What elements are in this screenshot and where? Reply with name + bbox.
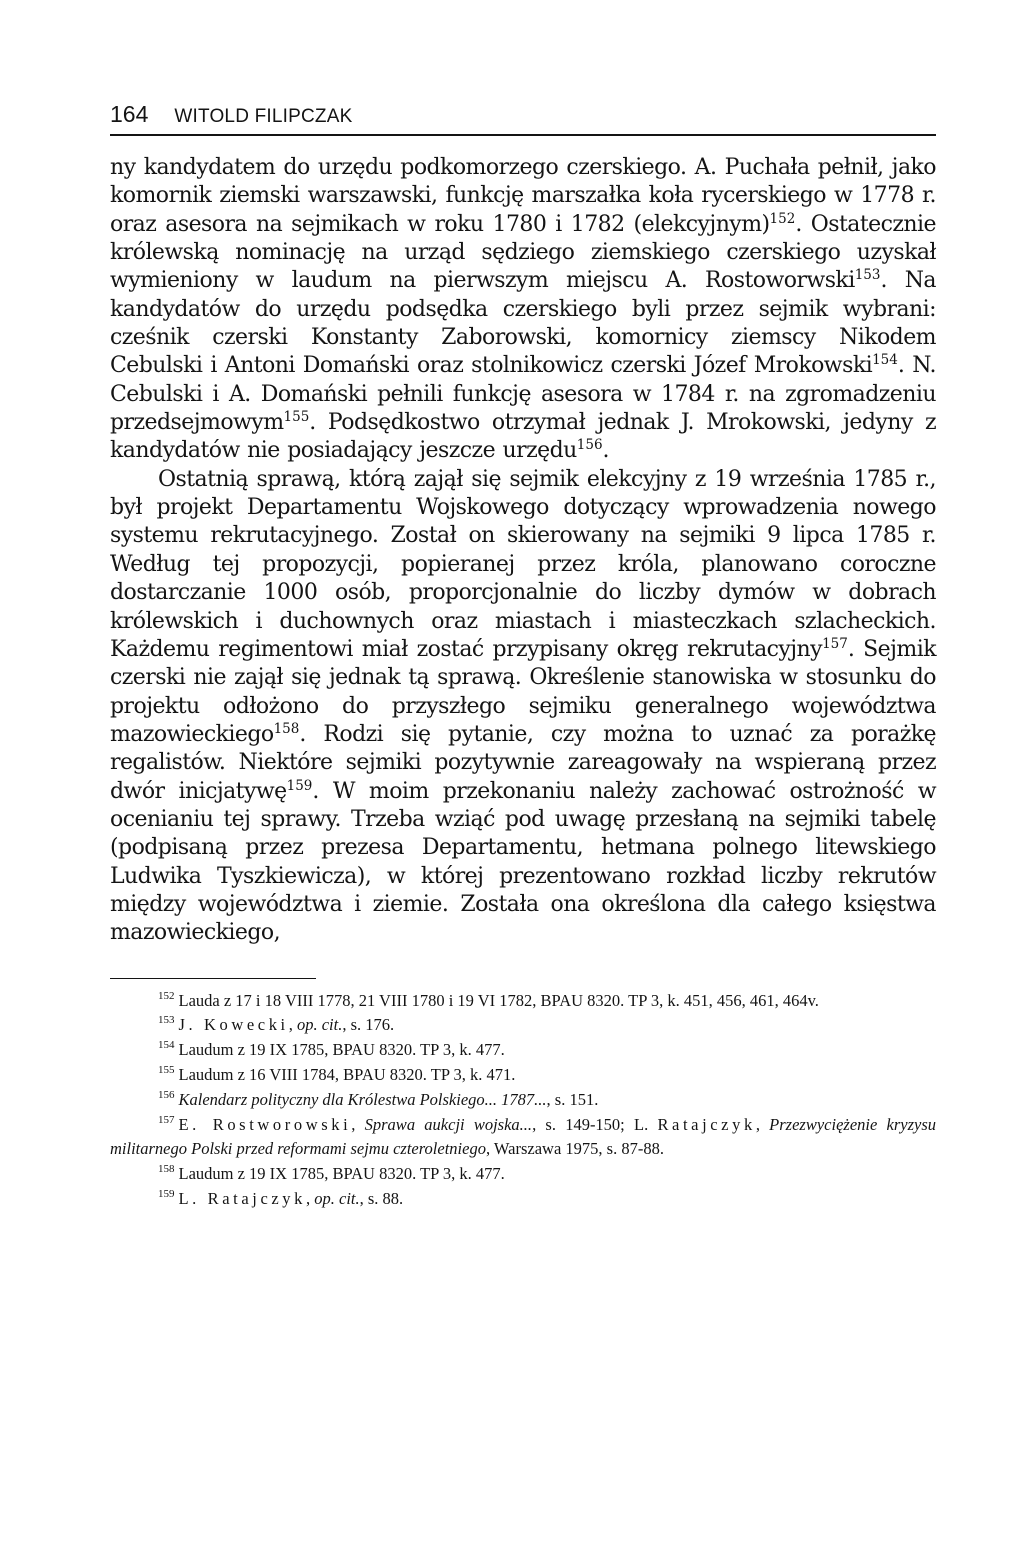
footnote-ref-153: 153 [854, 267, 881, 284]
text-run: . N. Cebulski i A. Domański pełnili funkcję asesora w 1784 r. na zgromadzeniu przedsejmowym [110, 353, 936, 436]
footnote-title: Kalendarz polityczny dla Królestwa Polskiego... 1787... [178, 1089, 547, 1109]
footnote-title: op. cit. [296, 1015, 343, 1035]
paragraph-1 [110, 154, 936, 466]
footnotes [110, 989, 936, 1212]
footnote-153 [110, 1013, 936, 1038]
text-run: . Ostatecznie królewską nominację na urząd sędziego ziemskiego czerskiego uzyskał wymieniony w laudum na pierwszym miejscu A. Rostoworwski [110, 211, 936, 294]
footnote-number: 153 [158, 1014, 175, 1027]
footnote-152 [110, 989, 936, 1014]
footnote-ref-158: 158 [273, 720, 300, 737]
text-run: Ostatnią sprawą, którą zajął się sejmik elekcyjny z 19 września 1785 r., był projekt Departamentu Wojskowego dotyczący wprowadzenia nowego systemu rekrutacyjnego. Został on skierowany na sejmiki 9 lipca 1785 r. Według tej propozycji, popieranej przez króla, planowano coroczne dostarczanie 1000 osób, proporcjonalnie do liczby dymów w dobrach królewskich i duchownych oraz miastach i miasteczkach szlacheckich. Każdemu regimentowi miał zostać przypisany okręg rekrutacyjny [110, 466, 936, 662]
footnote-author: E. Rostworowski [178, 1114, 352, 1134]
main-text [110, 154, 936, 948]
footnote-157 [110, 1113, 936, 1163]
footnote-text: , [306, 1189, 315, 1208]
footnote-number: 159 [158, 1188, 175, 1200]
footnote-number: 157 [158, 1113, 175, 1126]
footnote-author: L. Ratajczyk [178, 1189, 306, 1208]
footnote-text: , [288, 1015, 297, 1035]
footnote-text: Laudum z 16 VIII 1784, BPAU 8320. TP 3, k. 471. [178, 1065, 516, 1085]
running-head-author: WITOLD FILIPCZAK [174, 106, 353, 127]
text-run: . Na kandydatów do urzędu podsędka czerskiego byli przez sejmik wybrani: cześnik czerski Konstanty Zaborowski, komornicy ziemscy Nikodem Cebulski i Antoni Domański oraz stolnikowicz czerski Józef Mrokowski [110, 268, 936, 379]
text-run: . Podsędkostwo otrzymał jednak J. Mrokowski, jedyny z kandydatów nie posiadający jeszcze urzędu [110, 410, 936, 464]
footnote-156 [110, 1088, 936, 1113]
footnote-text: Lauda z 17 i 18 VIII 1778, 21 VIII 1780 i 19 VI 1782, BPAU 8320. TP 3, k. 451, 456, 461, 464v. [178, 990, 819, 1010]
footnote-title: Przezwyciężenie kryzysu militarnego Polski przed reformami sejmu czteroletniego [110, 1114, 937, 1159]
footnote-number: 154 [158, 1039, 175, 1052]
footnote-number: 155 [158, 1064, 175, 1077]
book-page [110, 100, 936, 1212]
footnote-text: , s. 151. [546, 1089, 599, 1109]
footnote-author: Ratajczyk [657, 1114, 756, 1134]
footnote-number: 152 [158, 989, 175, 1002]
header-rule [110, 134, 936, 136]
text-run: . Sejmik czerski nie zajął się jednak tą sprawą. Określenie stanowiska w stosunku do projektu odłożono do przyszłego sejmiku generalnego województwa mazowieckiego [110, 636, 936, 747]
footnote-text: , s. 176. [342, 1015, 395, 1035]
footnote-ref-155: 155 [283, 409, 310, 426]
footnote-author: J. Kowecki [178, 1015, 289, 1035]
footnote-number: 156 [158, 1088, 175, 1101]
text-run: ny kandydatem do urzędu podkomorzego czerskiego. A. Puchała pełnił, jako komornik ziemski warszawski, funkcję marszałka koła rycerskiego w 1778 r. oraz asesora na sejmikach w roku 1780 i 1782 (elekcyjnym) [110, 155, 936, 237]
footnote-ref-152: 152 [769, 210, 796, 227]
footnote-number: 158 [158, 1163, 175, 1176]
footnote-159 [110, 1187, 936, 1212]
footnote-text: Laudum z 19 IX 1785, BPAU 8320. TP 3, k. 477. [178, 1040, 505, 1060]
text-run: . Rodzi się pytanie, czy można to uznać za porażkę regalistów. Niektóre sejmiki pozytywnie zareagowały na wspieraną przez dwór inicjatywę [110, 721, 936, 804]
footnote-text: , Warszawa 1975, s. 87-88. [485, 1139, 664, 1159]
footnote-ref-157: 157 [822, 635, 848, 652]
text-run: . [602, 438, 609, 464]
page-number: 164 [110, 101, 149, 127]
footnote-ref-159: 159 [286, 777, 313, 794]
footnote-text: , s. 149-150; L. [532, 1114, 658, 1134]
footnote-text: Laudum z 19 IX 1785, BPAU 8320. TP 3, k. 477. [178, 1164, 505, 1184]
running-header [110, 100, 936, 131]
text-run: . W moim przekonaniu należy zachować ostrożność w ocenianiu tej sprawy. Trzeba wziąć pod uwagę przesłaną na sejmiki tabelę (podpisaną przez prezesa Departamentu, hetmana polnego litewskiego Ludwika Tyszkiewicza), w której prezentowano rozkład liczby rekrutów między województwa i ziemie. Została ona określona dla całego księstwa mazowieckiego, [110, 778, 937, 946]
footnote-155 [110, 1063, 936, 1088]
footnote-text: , [755, 1114, 770, 1134]
footnote-text: , s. 88. [359, 1189, 404, 1208]
footnote-ref-154: 154 [872, 352, 898, 369]
footnote-text: , [351, 1114, 365, 1134]
footnote-title: op. cit. [314, 1189, 360, 1208]
footnote-title: Sprawa aukcji wojska... [364, 1114, 533, 1134]
footnote-ref-156: 156 [576, 437, 603, 454]
footnote-154 [110, 1038, 936, 1063]
footnote-separator [110, 978, 316, 979]
paragraph-2 [110, 466, 936, 948]
footnote-158 [110, 1162, 936, 1187]
